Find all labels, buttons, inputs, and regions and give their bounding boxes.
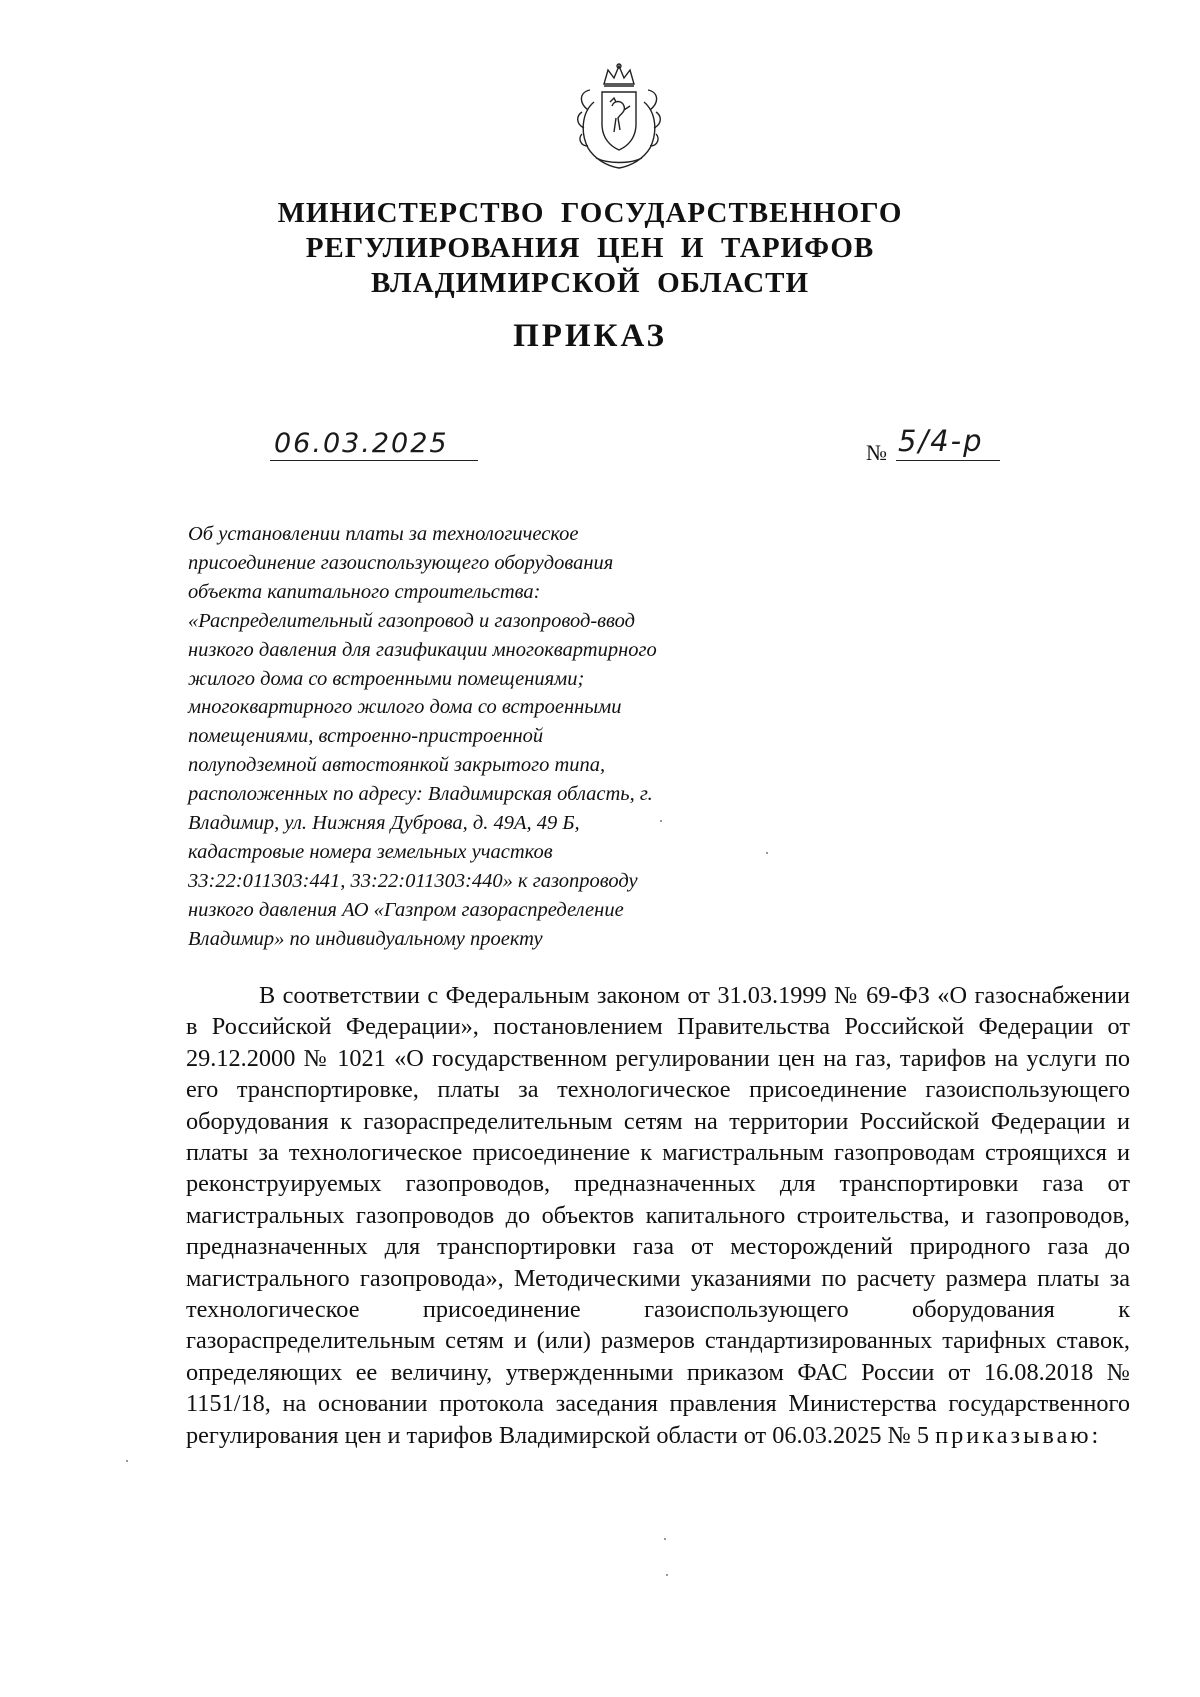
ministry-line-1: МИНИСТЕРСТВО ГОСУДАРСТВЕННОГО <box>277 197 903 229</box>
handwritten-date: 06.03.2025 <box>274 428 449 459</box>
scan-speck <box>766 852 768 854</box>
coat-of-arms-emblem <box>574 62 664 172</box>
scan-speck <box>664 1538 666 1540</box>
date-field <box>270 430 478 461</box>
scan-speck <box>126 1460 128 1462</box>
ministry-line-2: РЕГУЛИРОВАНИЯ ЦЕН И ТАРИФОВ <box>305 232 875 264</box>
number-label: № <box>866 440 887 465</box>
order-subject: Об установлении платы за технологическое присоединение газоиспользующего оборудования объекта капитального строительства: «Распределительный газопровод и газопровод-ввод низкого давления для газификации многоквартирного жилого дома со встроенными помещениями; многоквартирного жилого дома со встроенными помещениями, встроенно-пристроенной полуподземной автостоянкой закрытого типа, расположенных по адресу: Владимирская область, г. Владимир, ул. Нижняя Дуброва, д. 49А, 49 Б, кадастровые номера земельных участков 33:22:011303:441, 33:22:011303:440» к газопроводу низкого давления АО «Газпром газораспределение Владимир» по индивидуальному проекту <box>188 523 657 950</box>
scan-speck <box>660 820 662 822</box>
emblem-icon <box>574 62 664 172</box>
ministry-name <box>240 196 940 301</box>
ministry-line-3: ВЛАДИМИРСКОЙ ОБЛАСТИ <box>370 267 810 299</box>
preamble-text: В соответствии с Федеральным законом от 31.03.1999 № 69-ФЗ «О газоснабжении в Российской Федерации», постановлением Правительства Российской Федерации от 29.12.2000 № 1021 «О государственном регулировании цен на газ, тарифов на услуги по его транспортировке, платы за технологическое присоединение газоиспользующего оборудования к газораспределительным сетям на территории Российской Федерации и платы за технологическое присоединение к магистральным газопроводам строящихся и реконструируемых газопроводов, предназначенных для транспортировки газа от магистральных газопроводов до объектов капитального строительства, и газопроводов, предназначенных для транспортировки газа от месторождений природного газа до магистрального газопровода», Методическими указаниями по расчету размера платы за технологическое присоединение газоиспользующего оборудования к газораспределительным сетям и (или) размеров стандартизированных тарифных ставок, определяющих ее величину, утвержденными приказом ФАС России от 16.08.2018 № 1151/18, на основании протокола заседания правления Министерства государственного регулирования цен и тарифов Владимирской области от 06.03.2025 № 5 <box>186 982 1130 1449</box>
scan-speck <box>666 1574 668 1576</box>
order-word: приказываю: <box>935 1421 1102 1449</box>
order-preamble <box>186 980 1130 1451</box>
handwritten-number: 5/4-р <box>898 424 984 458</box>
number-field <box>896 424 1000 461</box>
document-type-title: ПРИКАЗ <box>513 318 667 354</box>
